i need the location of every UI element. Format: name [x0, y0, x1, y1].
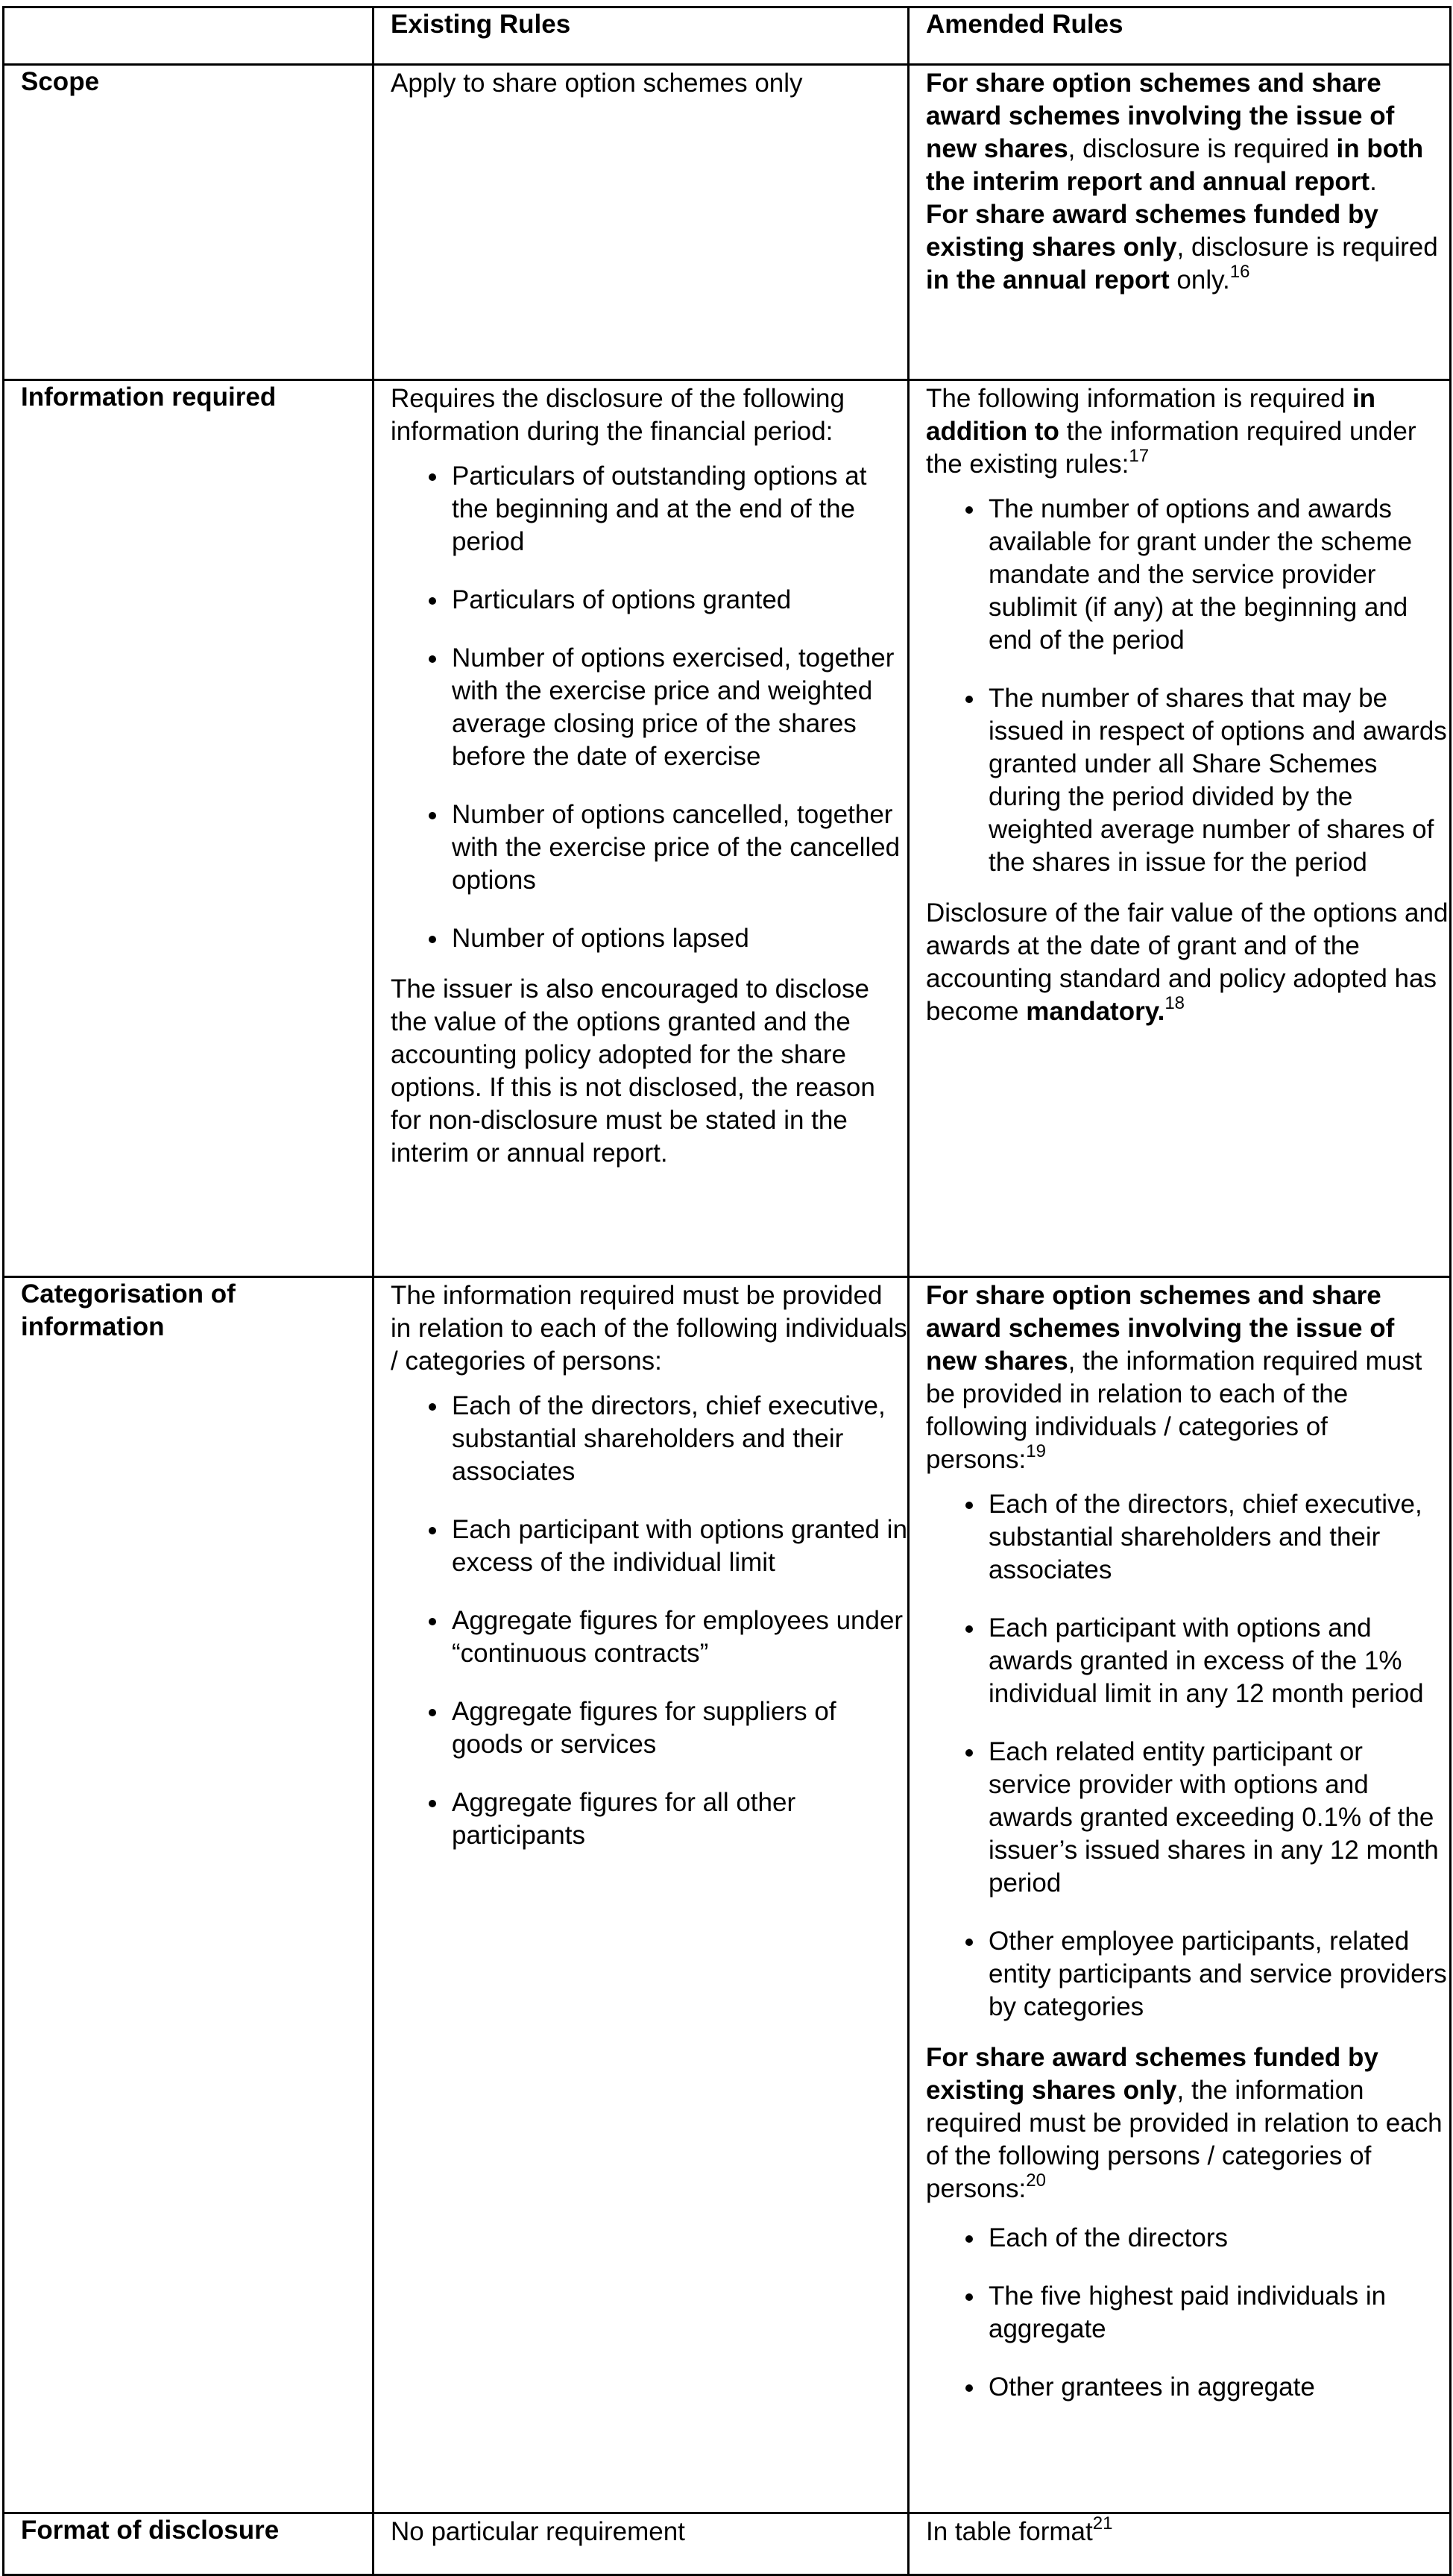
cat-amended-list-2: [926, 2222, 1449, 2404]
list-item: • Aggregate figures for suppliers of goods or services: [449, 1695, 907, 1761]
list-item: • Other employee participants, related entity participants and service providers by categories: [986, 1925, 1449, 2024]
scope-amended-cell: [909, 65, 1451, 380]
format-existing-text: No particular requirement: [391, 2517, 685, 2546]
footnote-ref: 17: [1129, 446, 1150, 466]
cat-existing-list: [391, 1390, 907, 1852]
table-row-information-required: [4, 380, 1451, 1277]
info-amended-outro: Disclosure of the fair value of the options and awards at the date of grant and of the accounting standard and policy adopted has become mandatory.$^{18}$: [926, 898, 1449, 1026]
cat-amended-para-2: For share award schemes funded by existing shares only, the information required must be provided in relation to each of the following persons / categories of persons:$^{20}$: [926, 2043, 1443, 2203]
footnote-ref: 21: [1092, 2513, 1113, 2534]
info-amended-list: [926, 493, 1449, 879]
row-label-format: Format of disclosure: [4, 2513, 374, 2575]
list-item: • Each participant with options and awards granted in excess of the 1% individual limit in any 12 month period: [986, 1612, 1449, 1710]
scope-amended-para-2: For share award schemes funded by existing shares only, disclosure is required in the annual report only.$^{16}$: [926, 200, 1438, 295]
format-amended-cell: [909, 2513, 1451, 2575]
cat-amended-list-1: [926, 1488, 1449, 2024]
footnote-ref: 16: [1229, 262, 1250, 282]
list-item: • The five highest paid individuals in aggregate: [986, 2280, 1449, 2346]
list-item: • Each of the directors: [986, 2222, 1449, 2255]
list-item: • Number of options cancelled, together with the exercise price of the cancelled options: [449, 799, 907, 897]
cat-amended-para-1: For share option schemes and share award schemes involving the issue of new shares, the information required must be provided in relation to each of the following individuals / categories of persons:$^{19}$: [926, 1281, 1422, 1474]
footnote-ref: 18: [1164, 993, 1185, 1013]
info-existing-intro: Requires the disclosure of the following information during the financial period:: [391, 384, 845, 446]
info-existing-cell: [374, 380, 909, 1277]
header-empty-cell: [4, 7, 374, 65]
cat-existing-intro: The information required must be provided in relation to each of the following individuals / categories of persons:: [391, 1281, 907, 1376]
list-item: • Each participant with options granted in excess of the individual limit: [449, 1514, 907, 1579]
format-amended-text: In table format$^{21}$: [926, 2513, 1113, 2546]
cat-existing-cell: [374, 1277, 909, 2513]
list-item: • Each of the directors, chief executive, substantial shareholders and their associates: [986, 1488, 1449, 1587]
comparison-table: [2, 6, 1452, 2576]
info-amended-intro: The following information is required in addition to the information required under the existing rules:$^{17}$: [926, 384, 1416, 479]
row-label-categorisation: Categorisation of information: [4, 1277, 374, 2513]
footnote-ref: 20: [1026, 2170, 1046, 2191]
list-item: • The number of options and awards available for grant under the scheme mandate and the service provider sublimit (if any) at the beginning and end of the period: [986, 493, 1449, 657]
footnote-ref: 19: [1026, 1441, 1046, 1461]
scope-existing-text: Apply to share option schemes only: [391, 69, 803, 98]
list-item: • Number of options lapsed: [449, 922, 907, 955]
list-item: • Particulars of options granted: [449, 584, 907, 617]
table-row-categorisation: [4, 1277, 1451, 2513]
list-item: • The number of shares that may be issued in respect of options and awards granted under all Share Schemes during the period divided by the weighted average number of shares of the shares in issue for the period: [986, 682, 1449, 879]
table-row-format: [4, 2513, 1451, 2575]
list-item: • Each of the directors, chief executive, substantial shareholders and their associates: [449, 1390, 907, 1488]
list-item: • Number of options exercised, together with the exercise price and weighted average closing price of the shares before the date of exercise: [449, 642, 907, 773]
header-amended-rules: Amended Rules: [909, 7, 1451, 65]
list-item: • Each related entity participant or service provider with options and awards granted exceeding 0.1% of the issuer’s issued shares in any 12 month period: [986, 1736, 1449, 1900]
list-item: • Particulars of outstanding options at the beginning and at the end of the period: [449, 460, 907, 558]
header-existing-rules: Existing Rules: [374, 7, 909, 65]
list-item: • Aggregate figures for employees under “continuous contracts”: [449, 1605, 907, 1670]
row-label-scope: Scope: [4, 65, 374, 380]
table-row-scope: [4, 65, 1451, 380]
scope-existing-cell: [374, 65, 909, 380]
cat-amended-cell: [909, 1277, 1451, 2513]
table-header-row: [4, 7, 1451, 65]
scope-amended-para-1: For share option schemes and share award schemes involving the issue of new shares, disclosure is required in both the interim report and annual report.: [926, 69, 1424, 196]
info-existing-list: [391, 460, 907, 955]
info-amended-cell: [909, 380, 1451, 1277]
info-existing-outro: The issuer is also encouraged to disclose the value of the options granted and the accounting policy adopted for the share options. If this is not disclosed, the reason for non-disclosure must be stated in the interim or annual report.: [391, 974, 875, 1168]
row-label-information-required: Information required: [4, 380, 374, 1277]
list-item: • Aggregate figures for all other participants: [449, 1786, 907, 1852]
format-existing-cell: [374, 2513, 909, 2575]
list-item: • Other grantees in aggregate: [986, 2371, 1449, 2404]
